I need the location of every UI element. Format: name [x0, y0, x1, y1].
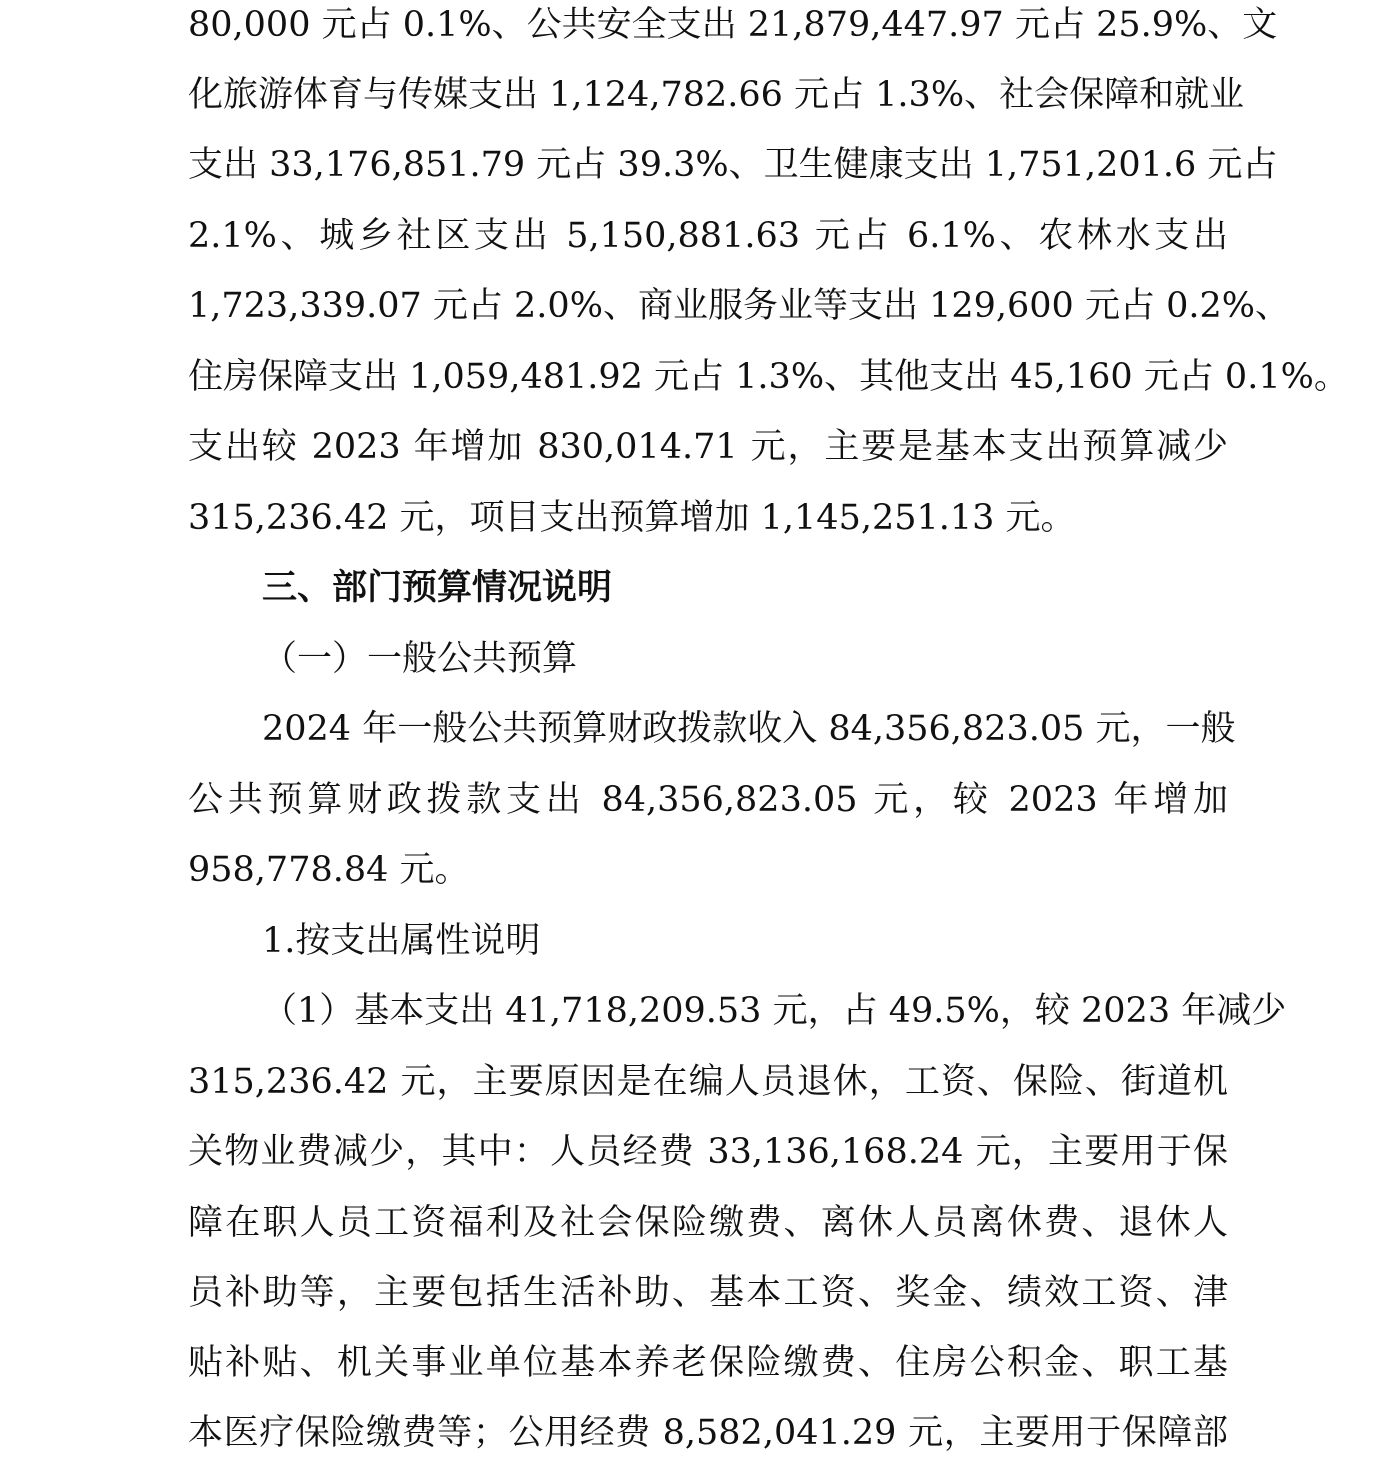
text-line: 公共预算财政拨款支出 84,356,823.05 元，较 2023 年增加: [188, 780, 1228, 820]
text-line: 支出 33,176,851.79 元占 39.3%、卫生健康支出 1,751,201.6 元占: [188, 145, 1278, 185]
text-line: 住房保障支出 1,059,481.92 元占 1.3%、其他支出 45,160 元占 0.1%。: [188, 357, 1349, 397]
text-line: 员补助等，主要包括生活补助、基本工资、奖金、绩效工资、津: [188, 1273, 1228, 1313]
paragraph-first-line: （1）基本支出 41,718,209.53 元，占 49.5%，较 2023 年减少: [262, 991, 1287, 1031]
text-line: 化旅游体育与传媒支出 1,124,782.66 元占 1.3%、社会保障和就业: [188, 75, 1245, 115]
text-line: 958,778.84 元。: [188, 850, 470, 890]
text-line: 支出较 2023 年增加 830,014.71 元，主要是基本支出预算减少: [188, 427, 1228, 467]
text-line: 80,000 元占 0.1%、公共安全支出 21,879,447.97 元占 25.9%、文: [188, 5, 1278, 45]
text-line: 障在职人员工资福利及社会保险缴费、离休人员离休费、退休人: [188, 1203, 1228, 1243]
text-line: 贴补贴、机关事业单位基本养老保险缴费、住房公积金、职工基: [188, 1343, 1228, 1383]
text-line: 关物业费减少，其中：人员经费 33,136,168.24 元，主要用于保: [188, 1132, 1228, 1172]
section-heading: 三、部门预算情况说明: [262, 568, 613, 608]
paragraph-first-line: 2024 年一般公共预算财政拨款收入 84,356,823.05 元，一般: [262, 709, 1236, 749]
text-line: 1,723,339.07 元占 2.0%、商业服务业等支出 129,600 元占 0.2%、: [188, 286, 1290, 326]
text-line: 2.1%、城乡社区支出 5,150,881.63 元占 6.1%、农林水支出: [188, 216, 1228, 256]
subsection-heading: （一）一般公共预算: [262, 639, 578, 679]
text-line: 315,236.42 元，项目支出预算增加 1,145,251.13 元。: [188, 498, 1076, 538]
text-line: 315,236.42 元，主要原因是在编人员退休，工资、保险、街道机: [188, 1062, 1228, 1102]
list-heading: 1.按支出属性说明: [262, 921, 541, 961]
text-line: 本医疗保险缴费等；公用经费 8,582,041.29 元，主要用于保障部: [188, 1413, 1228, 1453]
